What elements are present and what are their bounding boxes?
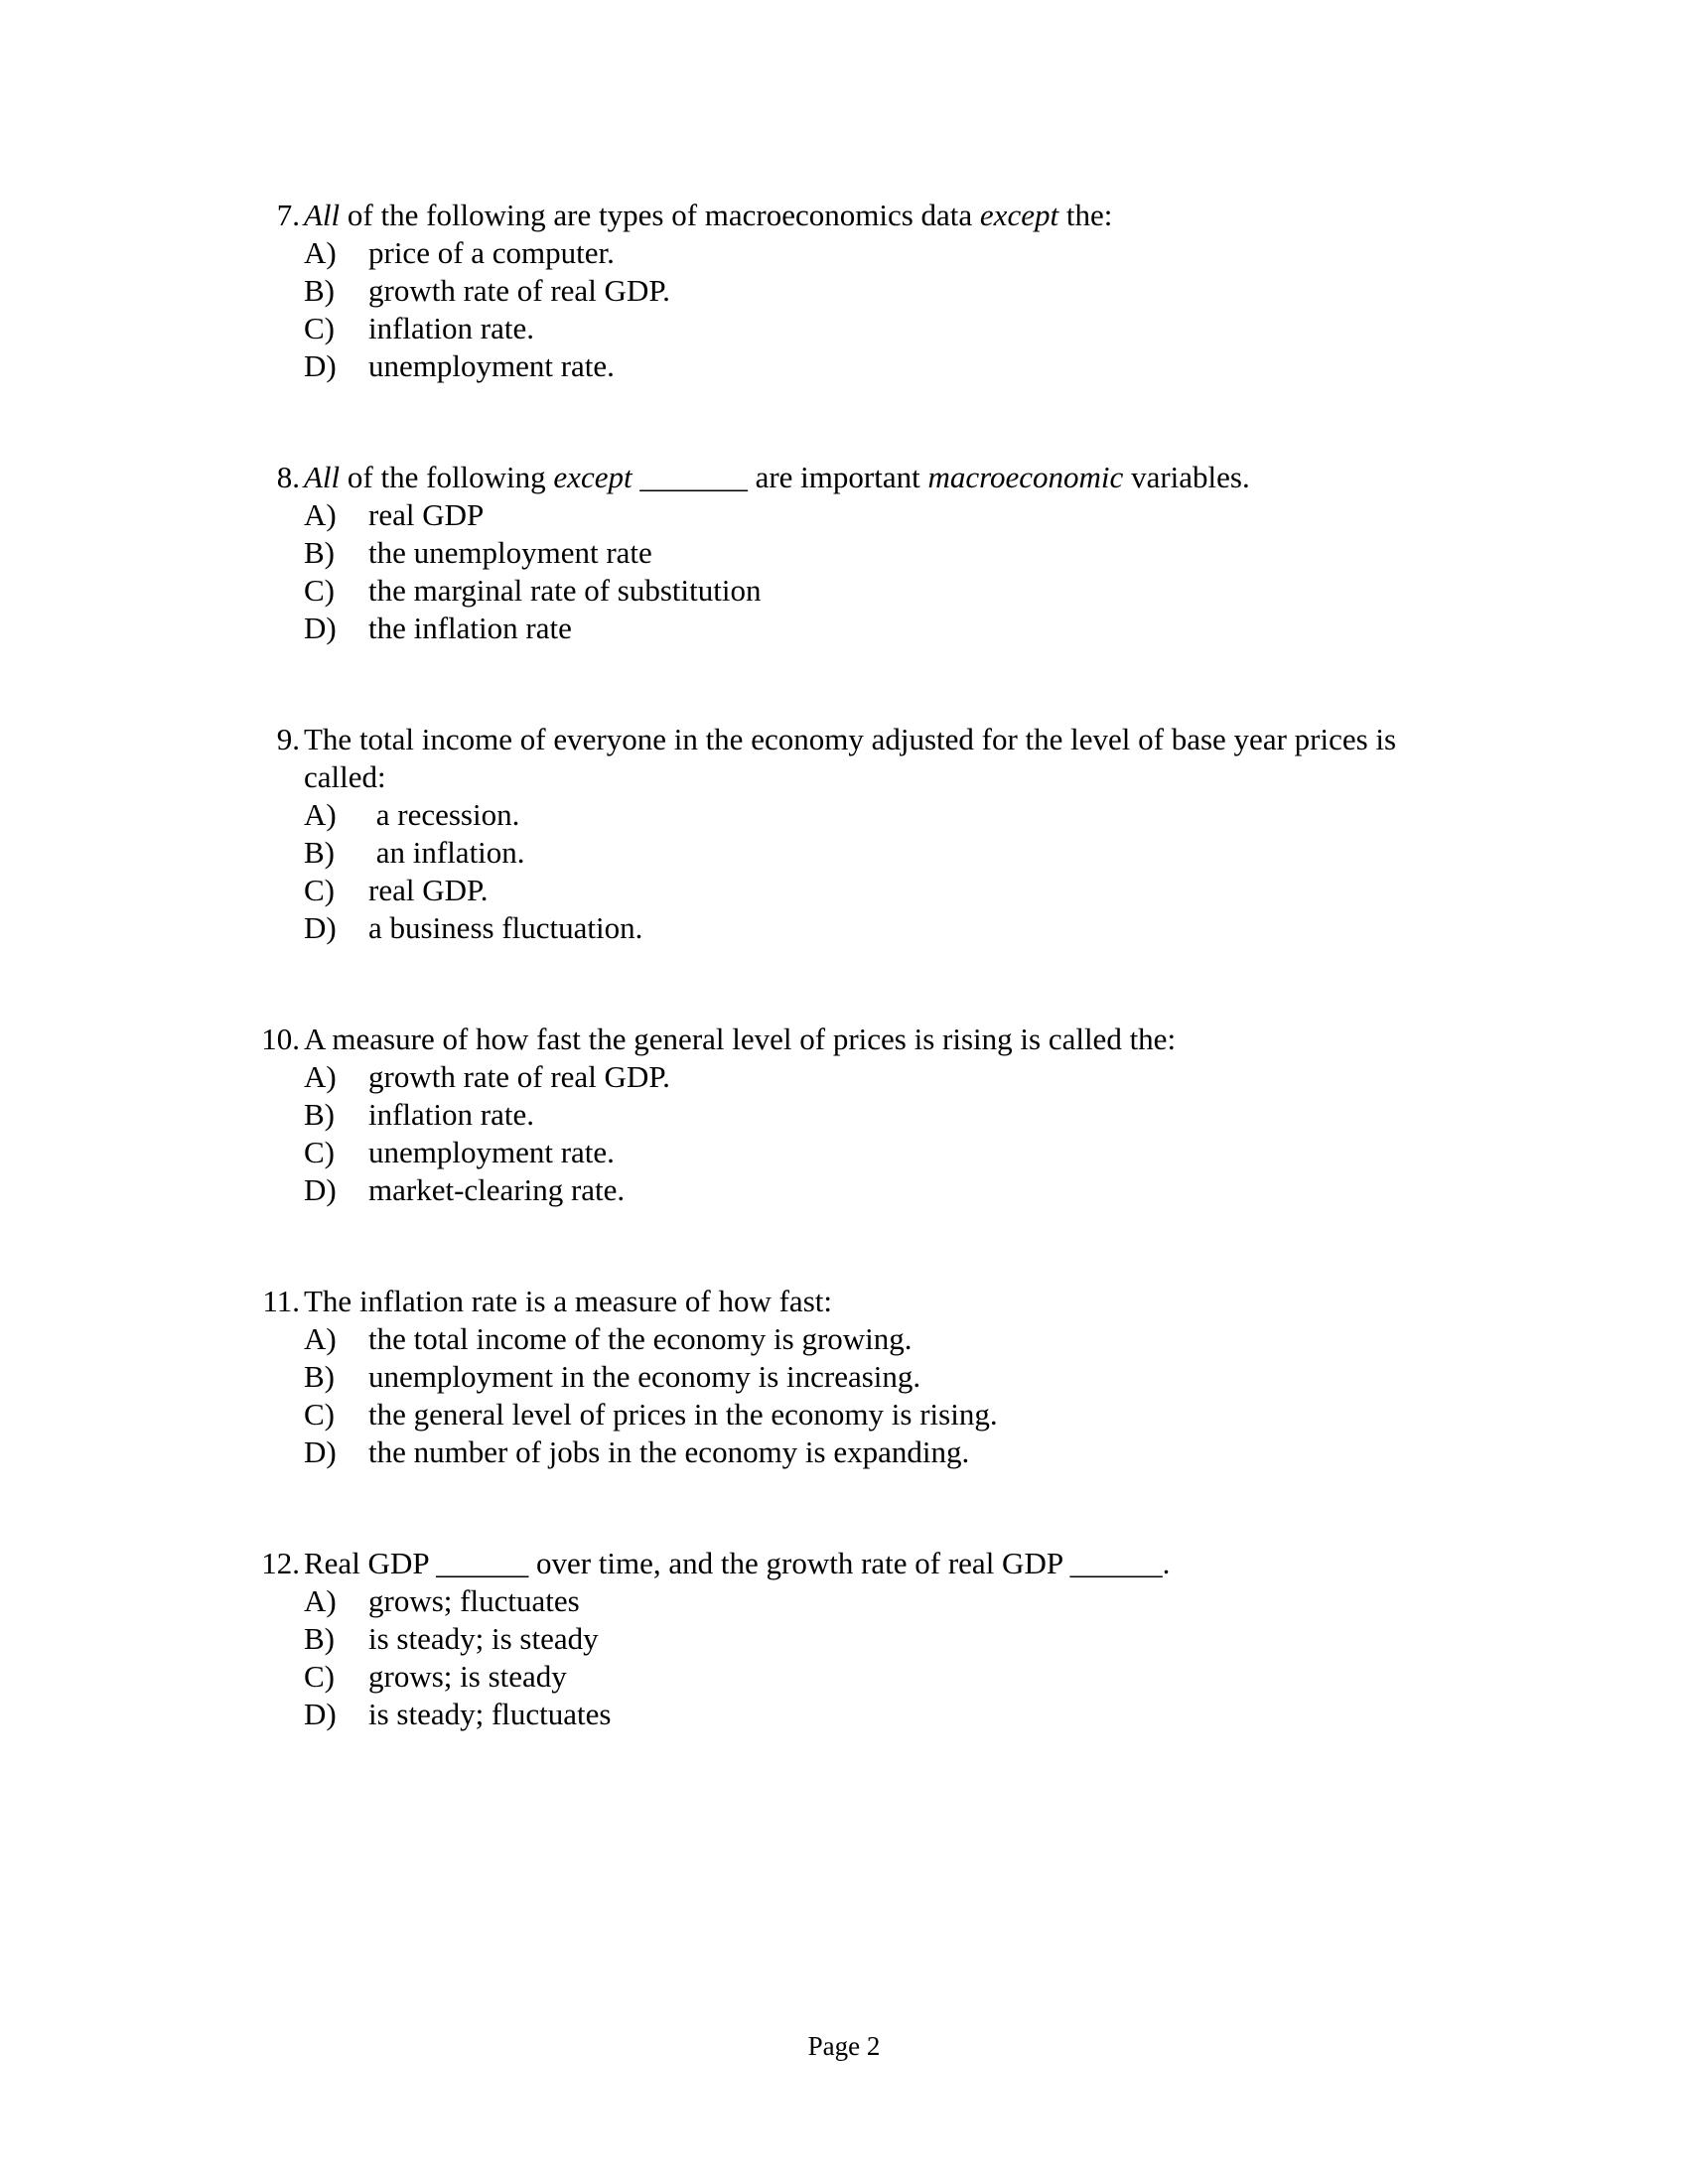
question-10 bbox=[0, 1021, 1688, 1209]
option-text: an inflation. bbox=[368, 835, 525, 870]
answer-option bbox=[0, 347, 1688, 385]
answer-blank: ______ bbox=[1069, 1546, 1163, 1580]
stem-text: except bbox=[979, 198, 1059, 232]
option-letter: C) bbox=[304, 873, 335, 907]
question-line bbox=[0, 1283, 1688, 1320]
option-letter: B) bbox=[304, 535, 335, 570]
question-7 bbox=[0, 197, 1688, 385]
option-text: unemployment rate. bbox=[368, 348, 615, 383]
question-line bbox=[0, 721, 1688, 796]
page-number: Page 2 bbox=[807, 2031, 881, 2061]
answer-option bbox=[0, 1658, 1688, 1696]
option-text: unemployment rate. bbox=[368, 1135, 615, 1169]
stem-text: Real GDP bbox=[304, 1546, 437, 1580]
question-stem bbox=[304, 459, 1466, 496]
question-number: 8. bbox=[276, 460, 300, 494]
option-text: the marginal rate of substitution bbox=[368, 573, 762, 608]
question-stem bbox=[304, 197, 1466, 234]
answer-option bbox=[0, 1396, 1688, 1433]
answer-option bbox=[0, 1096, 1688, 1134]
answer-option bbox=[0, 1320, 1688, 1358]
option-text: grows; fluctuates bbox=[368, 1583, 580, 1618]
answer-blank: _______ bbox=[639, 460, 748, 494]
option-text: is steady; is steady bbox=[368, 1621, 599, 1656]
question-line bbox=[0, 1545, 1688, 1582]
stem-text: of the following are types of macroeconomics data bbox=[340, 198, 980, 232]
option-text: the number of jobs in the economy is expanding. bbox=[368, 1434, 970, 1469]
option-text: growth rate of real GDP. bbox=[368, 273, 670, 308]
stem-text: of the following bbox=[340, 460, 554, 494]
option-text: a recession. bbox=[368, 797, 520, 832]
question-stem bbox=[304, 1021, 1466, 1058]
option-letter: C) bbox=[304, 311, 335, 345]
question-number: 10. bbox=[261, 1022, 300, 1056]
stem-text: are important bbox=[747, 460, 928, 494]
question-line bbox=[0, 1021, 1688, 1058]
option-text: real GDP bbox=[368, 497, 485, 532]
stem-text: . bbox=[1162, 1546, 1171, 1580]
option-letter: C) bbox=[304, 1659, 335, 1694]
answer-blank: ______ bbox=[436, 1546, 529, 1580]
option-letter: B) bbox=[304, 1621, 335, 1656]
stem-text: the: bbox=[1058, 198, 1113, 232]
option-text: the general level of prices in the economy is rising. bbox=[368, 1397, 998, 1432]
option-text: market-clearing rate. bbox=[368, 1172, 626, 1207]
answer-option bbox=[0, 909, 1688, 947]
answer-option bbox=[0, 1171, 1688, 1209]
question-number: 12. bbox=[261, 1546, 300, 1580]
stem-text: All bbox=[304, 460, 341, 494]
answer-option bbox=[0, 872, 1688, 909]
option-letter: B) bbox=[304, 1097, 335, 1132]
option-text: inflation rate. bbox=[368, 311, 534, 345]
answer-option bbox=[0, 834, 1688, 872]
question-number: 7. bbox=[276, 198, 300, 232]
option-text: inflation rate. bbox=[368, 1097, 534, 1132]
question-stem bbox=[304, 1283, 1466, 1320]
answer-option bbox=[0, 1620, 1688, 1658]
question-9 bbox=[0, 721, 1688, 947]
option-text: the total income of the economy is growing. bbox=[368, 1321, 913, 1356]
option-letter: C) bbox=[304, 1397, 335, 1432]
answer-option bbox=[0, 234, 1688, 272]
option-letter: A) bbox=[304, 497, 337, 532]
option-text: growth rate of real GDP. bbox=[368, 1059, 670, 1094]
answer-option bbox=[0, 1696, 1688, 1733]
question-number: 9. bbox=[276, 722, 300, 756]
stem-text: All bbox=[304, 198, 341, 232]
answer-option bbox=[0, 1358, 1688, 1396]
option-text: price of a computer. bbox=[368, 235, 615, 270]
question-stem bbox=[304, 1545, 1466, 1582]
answer-option bbox=[0, 572, 1688, 610]
option-text: grows; is steady bbox=[368, 1659, 567, 1694]
question-number: 11. bbox=[262, 1284, 300, 1318]
stem-text: A measure of how fast the general level of prices is rising is called the: bbox=[304, 1022, 1177, 1056]
question-11 bbox=[0, 1283, 1688, 1471]
option-letter: D) bbox=[304, 910, 337, 945]
option-text: real GDP. bbox=[368, 873, 489, 907]
answer-option bbox=[0, 310, 1688, 347]
answer-option bbox=[0, 610, 1688, 647]
option-letter: C) bbox=[304, 1135, 335, 1169]
option-text: the unemployment rate bbox=[368, 535, 652, 570]
option-letter: B) bbox=[304, 835, 335, 870]
question-12 bbox=[0, 1545, 1688, 1733]
option-text: the inflation rate bbox=[368, 611, 572, 645]
option-text: a business fluctuation. bbox=[368, 910, 643, 945]
answer-option bbox=[0, 272, 1688, 310]
option-letter: B) bbox=[304, 1359, 335, 1394]
stem-text: over time, and the growth rate of real GDP bbox=[528, 1546, 1070, 1580]
answer-option bbox=[0, 1433, 1688, 1471]
stem-text: variables. bbox=[1123, 460, 1250, 494]
option-letter: D) bbox=[304, 611, 337, 645]
question-stem bbox=[304, 721, 1466, 796]
question-line bbox=[0, 197, 1688, 234]
answer-option bbox=[0, 1134, 1688, 1171]
option-letter: B) bbox=[304, 273, 335, 308]
option-text: unemployment in the economy is increasing. bbox=[368, 1359, 921, 1394]
option-letter: D) bbox=[304, 1172, 337, 1207]
option-letter: A) bbox=[304, 1059, 337, 1094]
option-letter: A) bbox=[304, 797, 337, 832]
answer-option bbox=[0, 1058, 1688, 1096]
answer-option bbox=[0, 796, 1688, 834]
question-line bbox=[0, 459, 1688, 496]
stem-text: except bbox=[553, 460, 633, 494]
option-letter: D) bbox=[304, 348, 337, 383]
answer-option bbox=[0, 1582, 1688, 1620]
option-letter: A) bbox=[304, 235, 337, 270]
stem-text: The inflation rate is a measure of how fast: bbox=[304, 1284, 832, 1318]
option-letter: A) bbox=[304, 1321, 337, 1356]
option-letter: A) bbox=[304, 1583, 337, 1618]
question-8 bbox=[0, 459, 1688, 647]
answer-option bbox=[0, 534, 1688, 572]
option-letter: D) bbox=[304, 1434, 337, 1469]
option-letter: C) bbox=[304, 573, 335, 608]
answer-option bbox=[0, 496, 1688, 534]
option-letter: D) bbox=[304, 1697, 337, 1731]
option-text: is steady; fluctuates bbox=[368, 1697, 612, 1731]
stem-text: macroeconomic bbox=[927, 460, 1124, 494]
stem-text: The total income of everyone in the economy adjusted for the level of base year prices is called: bbox=[304, 722, 1397, 794]
